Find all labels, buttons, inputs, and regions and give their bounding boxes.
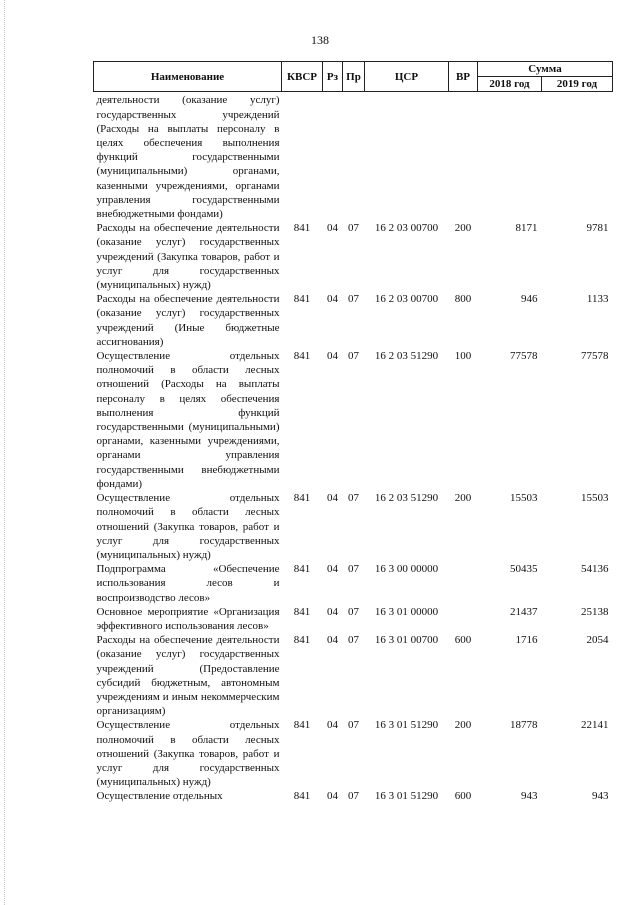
cell-csr: 16 3 00 00000	[374, 563, 439, 576]
cell-kvsr: 841	[293, 634, 311, 647]
cell-vr	[449, 605, 478, 633]
cell-kvsr: 841	[293, 222, 311, 235]
cell-kvsr: 841	[293, 350, 311, 363]
cell-rz: 04	[327, 222, 338, 235]
table-row	[94, 491, 613, 562]
cell-sum-2019: 54136	[581, 563, 609, 576]
cell-vr: 800	[454, 293, 472, 306]
cell-pr: 07	[348, 634, 359, 647]
header-rz: Рз	[323, 62, 343, 92]
scan-edge-marks	[4, 0, 6, 905]
cell-rz: 04	[327, 634, 338, 647]
cell-sum-2018: 15503	[510, 492, 538, 505]
cell-csr: 16 3 01 51290	[374, 790, 439, 803]
cell-sum-2018: 18778	[510, 719, 538, 732]
cell-rz: 04	[327, 719, 338, 732]
cell-vr: 100	[454, 350, 472, 363]
header-kvsr: КВСР	[282, 62, 323, 92]
cell-kvsr: 841	[293, 790, 311, 803]
cell-kvsr: 841	[293, 719, 311, 732]
cell-sum-2019: 2054	[586, 634, 609, 647]
cell-name: Расходы на обеспечение деятельности (оказание услуг) государственных учреждений (Предоставление субсидий бюджетным, автономным учреждениям и иным некоммерческим организациям)	[96, 634, 280, 718]
cell-pr: 07	[348, 350, 359, 363]
cell-kvsr: 841	[293, 492, 311, 505]
cell-sum-2018: 946	[521, 293, 538, 306]
table-header	[94, 62, 613, 92]
cell-name: Расходы на обеспечение деятельности (оказание услуг) государственных учреждений (Закупка товаров, работ и услуг для государственных (муниципальных) нужд)	[96, 222, 280, 292]
cell-csr: 16 3 01 00000	[374, 605, 439, 618]
table-row	[94, 349, 613, 491]
cell-sum-2019: 25138	[581, 605, 609, 618]
cell-sum-2018: 1716	[515, 634, 538, 647]
cell-pr: 07	[348, 492, 359, 505]
table-row	[94, 605, 613, 633]
cell-rz: 04	[327, 492, 338, 505]
cell-sum-2019: 22141	[581, 719, 609, 732]
cell-kvsr	[282, 92, 323, 221]
header-csr: ЦСР	[365, 62, 449, 92]
table-row	[94, 292, 613, 349]
cell-rz: 04	[327, 563, 338, 576]
cell-sum-2019: 9781	[586, 222, 609, 235]
cell-sum-2019: 1133	[586, 293, 609, 306]
table-row	[94, 718, 613, 789]
header-year-2019: 2019 год	[542, 77, 613, 92]
header-name: Наименование	[94, 62, 282, 92]
cell-pr: 07	[348, 790, 359, 803]
cell-name: Подпрограмма «Обеспечение использования лесов и воспроизводство лесов»	[96, 563, 280, 604]
cell-csr: 16 2 03 51290	[374, 492, 439, 505]
header-sum: Сумма	[478, 62, 613, 77]
cell-pr: 07	[348, 293, 359, 306]
cell-rz: 04	[327, 790, 338, 803]
cell-name: Расходы на обеспечение деятельности (оказание услуг) государственных учреждений (Иные бюджетные ассигнования)	[96, 293, 280, 348]
table-row	[94, 221, 613, 292]
cell-rz	[323, 92, 343, 221]
budget-table	[93, 61, 613, 804]
cell-pr: 07	[348, 719, 359, 732]
cell-vr	[449, 562, 478, 605]
cell-sum-2018: 77578	[510, 350, 538, 363]
cell-name: Основное мероприятие «Организация эффективного использования лесов»	[96, 605, 280, 632]
cell-csr: 16 3 01 00700	[374, 634, 439, 647]
cell-vr: 200	[454, 492, 472, 505]
cell-sum-2019: 943	[592, 790, 609, 803]
cell-name: Осуществление отдельных	[96, 790, 223, 803]
cell-pr: 07	[348, 563, 359, 576]
cell-csr: 16 2 03 00700	[374, 293, 439, 306]
cell-vr	[449, 92, 478, 221]
cell-sum-2018: 50435	[510, 563, 538, 576]
header-vr: ВР	[449, 62, 478, 92]
cell-pr	[343, 92, 365, 221]
cell-rz: 04	[327, 350, 338, 363]
cell-vr: 600	[454, 634, 472, 647]
cell-sum-2018: 8171	[515, 222, 538, 235]
cell-vr: 600	[454, 790, 472, 803]
cell-kvsr: 841	[293, 293, 311, 306]
cell-pr: 07	[348, 605, 359, 618]
cell-name: Осуществление отдельных полномочий в области лесных отношений (Закупка товаров, работ и услуг для государственных (муниципальных) нужд)	[96, 492, 280, 561]
page-number: 138	[311, 33, 329, 47]
cell-kvsr: 841	[293, 563, 311, 576]
cell-kvsr: 841	[293, 605, 311, 618]
cell-sum-2018: 21437	[510, 605, 538, 618]
cell-sum-2018	[478, 92, 542, 221]
cell-sum-2019	[542, 92, 613, 221]
header-year-2018: 2018 год	[478, 77, 542, 92]
cell-vr: 200	[454, 222, 472, 235]
cell-rz: 04	[327, 293, 338, 306]
cell-name: Осуществление отдельных полномочий в области лесных отношений (Закупка товаров, работ и услуг для государственных (муниципальных) нужд)	[96, 719, 280, 789]
cell-csr: 16 3 01 51290	[374, 719, 439, 732]
table-body	[94, 92, 613, 804]
cell-rz: 04	[327, 605, 338, 618]
table-row	[94, 633, 613, 718]
cell-sum-2018: 943	[521, 790, 538, 803]
cell-csr: 16 2 03 51290	[374, 350, 439, 363]
cell-vr: 200	[454, 719, 472, 732]
table-row	[94, 789, 613, 803]
cell-sum-2019: 15503	[581, 492, 609, 505]
header-pr: Пр	[343, 62, 365, 92]
table-row	[94, 92, 613, 221]
cell-name: Осуществление отдельных полномочий в области лесных отношений (Расходы на выплаты персоналу в целях обеспечения выполнения функций государственными (муниципальными) органами, казенными учреждениями, органами управления государственными внебюджетными фондами)	[96, 350, 280, 490]
cell-pr: 07	[348, 222, 359, 235]
table-row	[94, 562, 613, 605]
cell-name: деятельности (оказание услуг) государственных учреждений (Расходы на выплаты персоналу в целях обеспечения выполнения функций государственными (муниципальными) органами, казенными учреждениями, органами управления государственными внебюджетными фондами)	[96, 94, 280, 221]
cell-csr	[365, 92, 449, 221]
cell-csr: 16 2 03 00700	[374, 222, 439, 235]
cell-sum-2019: 77578	[581, 350, 609, 363]
